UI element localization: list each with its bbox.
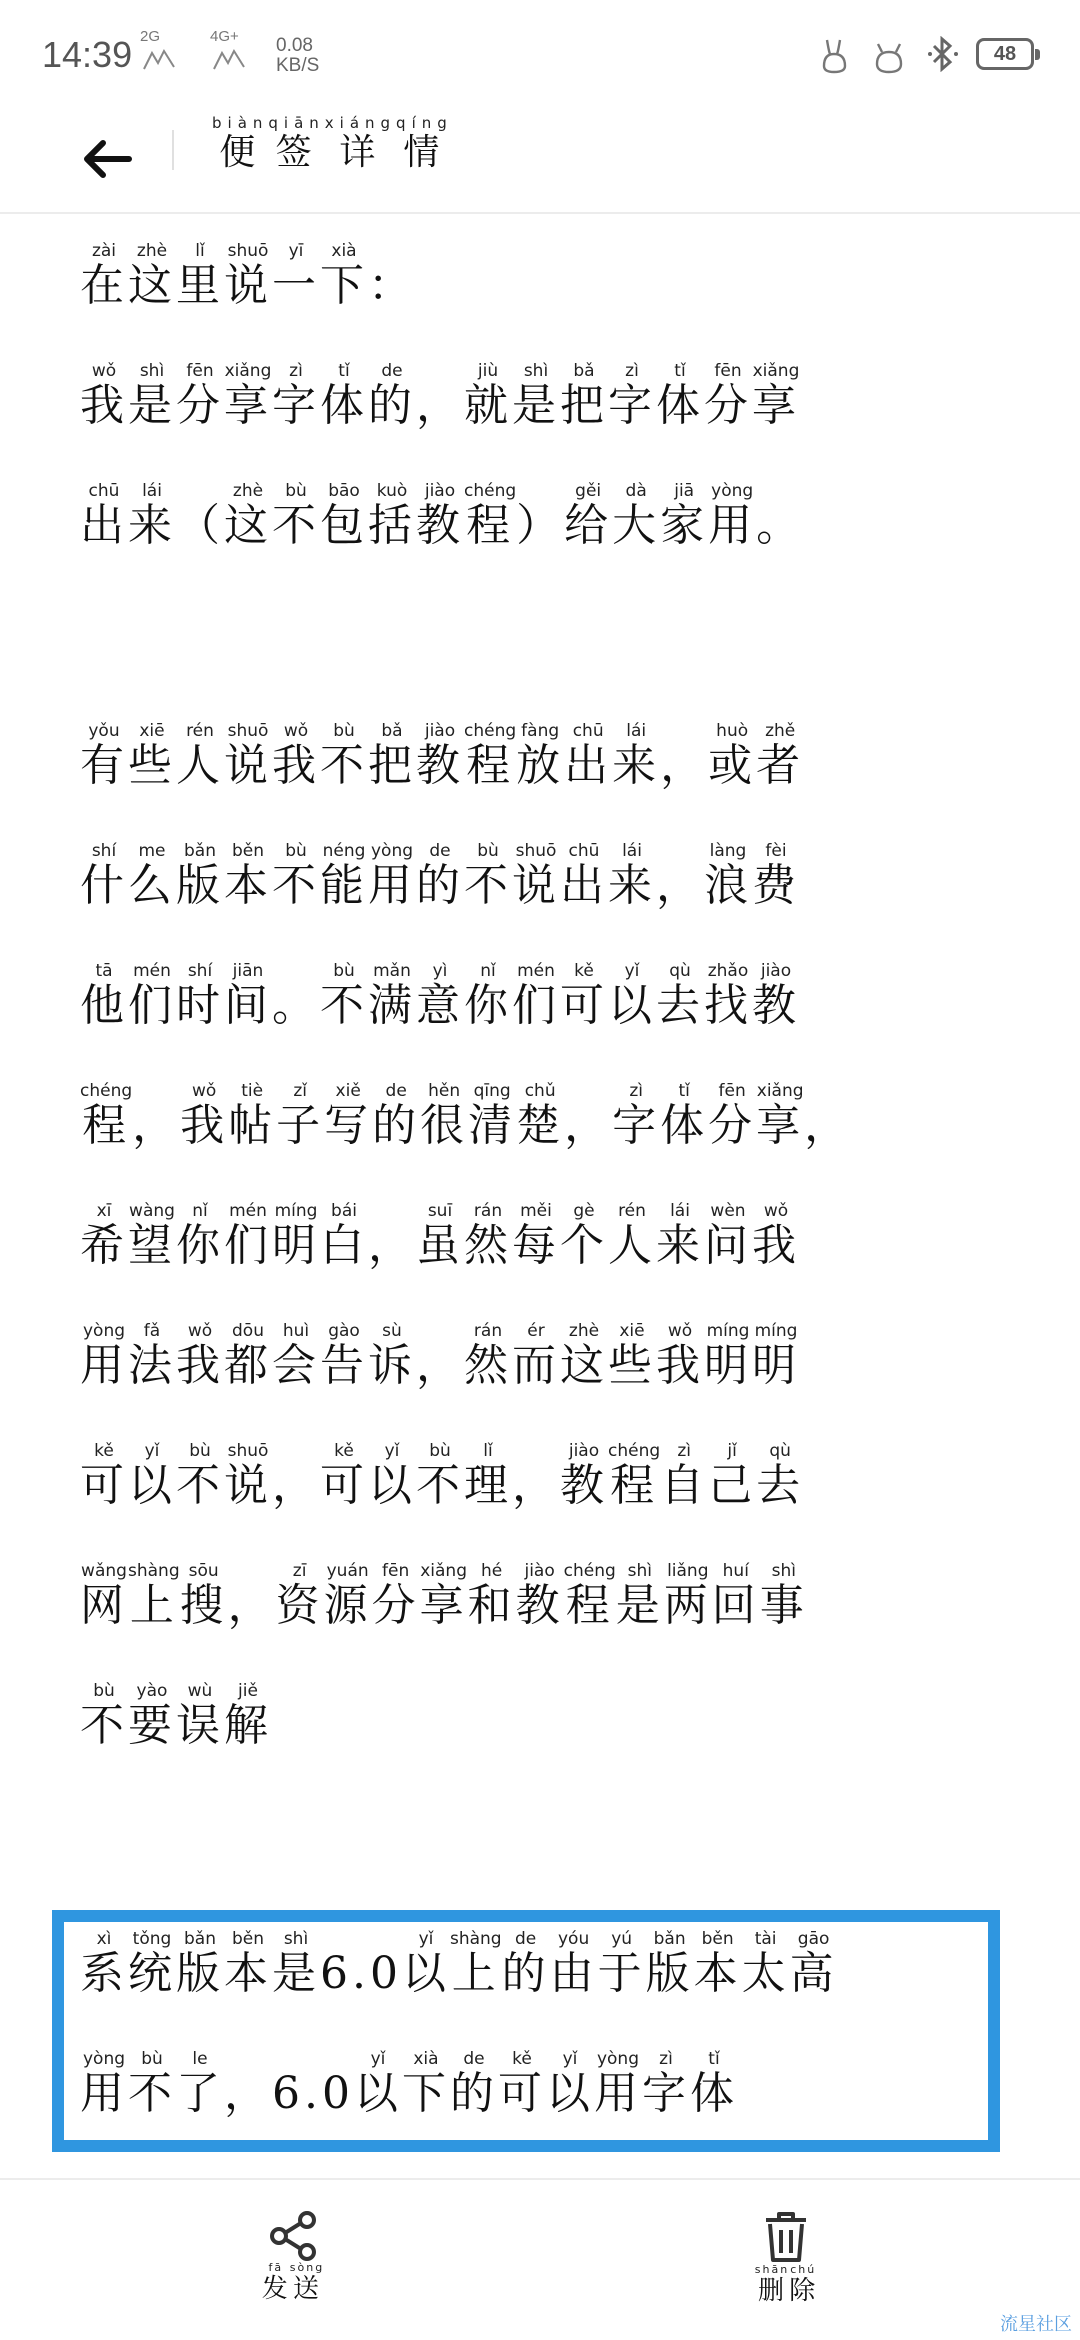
page-title	[212, 116, 453, 175]
ruby-char: ，	[416, 1340, 464, 1391]
text-line	[80, 2048, 990, 2168]
ruby-char: 己jǐ	[708, 1441, 757, 1511]
ruby-char: ）	[516, 500, 565, 551]
ruby-char: 你nǐ	[176, 1201, 224, 1271]
ruby-char: 由yóu	[549, 1929, 598, 1999]
ruby-char: 法fǎ	[128, 1321, 176, 1391]
text-line	[80, 1560, 1000, 1680]
ruby-char: 字zì	[612, 1081, 661, 1151]
ruby-char: 除chú	[789, 2263, 818, 2306]
ruby-char: 分fēn	[371, 1561, 420, 1631]
ruby-char: 里lǐ	[176, 241, 224, 311]
ruby-char: 说shuō	[512, 841, 560, 911]
ruby-char: 浪làng	[704, 841, 752, 911]
ruby-char: 这zhè	[224, 481, 272, 551]
ruby-char: 搜sōu	[179, 1561, 228, 1631]
ruby-char: 一yī	[272, 241, 320, 311]
ruby-char: 不bù	[80, 1681, 128, 1751]
ruby-char: 发fā	[261, 2261, 290, 2304]
blank-line	[80, 600, 1000, 720]
ruby-char: 体tǐ	[660, 1081, 709, 1151]
ruby-char: 回huí	[711, 1561, 760, 1631]
ruby-char: 去qù	[656, 961, 704, 1031]
text-line	[80, 840, 1000, 960]
ruby-char: 去qù	[756, 1441, 805, 1511]
ruby-char: 下xià	[320, 241, 368, 311]
ruby-char: 些xiē	[608, 1321, 656, 1391]
ruby-char: 白bái	[320, 1201, 368, 1271]
ruby-char: 是shì	[512, 361, 560, 431]
ruby-char: 不bù	[272, 481, 320, 551]
ruby-char: 我wǒ	[80, 361, 128, 431]
ruby-char: 我wǒ	[656, 1321, 704, 1391]
ruby-char: （	[176, 500, 224, 551]
ruby-char: 我wǒ	[272, 721, 320, 791]
ruby-char: 了le	[176, 2049, 224, 2119]
ruby-char: 字zì	[272, 361, 320, 431]
ruby-char: 这zhè	[128, 241, 176, 311]
ruby-char: 们mén	[224, 1201, 272, 1271]
ruby-char: 楚chǔ	[516, 1081, 565, 1151]
ruby-char: 什shí	[80, 841, 128, 911]
text-line	[80, 480, 1000, 600]
ruby-char: 这zhè	[560, 1321, 608, 1391]
ruby-char: 字zì	[608, 361, 656, 431]
ruby-char: 误wù	[176, 1681, 224, 1751]
ruby-char: 不bù	[176, 1441, 224, 1511]
ruby-char: 资zī	[275, 1561, 324, 1631]
ruby-char: 或huò	[708, 721, 757, 791]
ruby-char: 送sòng	[289, 2261, 325, 2304]
text-line	[80, 360, 1000, 480]
ruby-char: 明míng	[272, 1201, 320, 1271]
ruby-char: 享xiǎng	[756, 1081, 805, 1151]
ruby-char: 统tǒng	[128, 1929, 176, 1999]
ruby-char: 出chū	[80, 481, 128, 551]
ruby-char: 虽suī	[416, 1201, 464, 1271]
ruby-char: 教jiào	[752, 961, 800, 1031]
ruby-char: 我wǒ	[180, 1081, 229, 1151]
ruby-char: ，	[564, 1100, 613, 1151]
ruby-char: 版bǎn	[176, 1929, 224, 1999]
ruby-char: 体tǐ	[656, 361, 704, 431]
ruby-char: 教jiào	[560, 1441, 608, 1511]
ruby-char: 体tǐ	[689, 2049, 738, 2119]
text-line	[80, 1928, 990, 2048]
ruby-char: 而ér	[512, 1321, 560, 1391]
ruby-char: 他tā	[80, 961, 128, 1031]
ruby-char: 是shì	[128, 361, 176, 431]
ruby-char: 程chéng	[464, 721, 517, 791]
ruby-char: ，	[132, 1100, 181, 1151]
ruby-char: 不bù	[128, 2049, 176, 2119]
ruby-char: ，	[512, 1460, 560, 1511]
ruby-char: 望wàng	[128, 1201, 176, 1271]
ruby-char: 源yuán	[323, 1561, 372, 1631]
text-line	[726, 2264, 846, 2313]
ruby-char: 6.0	[320, 1948, 402, 1999]
ruby-char: 来lái	[656, 1201, 704, 1271]
ruby-char: 以yǐ	[368, 1441, 416, 1511]
ruby-char: 么me	[128, 841, 176, 911]
ruby-char: 出chū	[560, 841, 608, 911]
ruby-char: 用yòng	[80, 1321, 128, 1391]
ruby-char: 版bǎn	[645, 1929, 694, 1999]
ruby-char: 6.0	[272, 2068, 354, 2119]
ruby-char: 体tǐ	[320, 361, 368, 431]
ruby-char: 以yǐ	[353, 2049, 402, 2119]
ruby-char: 本běn	[224, 841, 272, 911]
text-line	[80, 1200, 1000, 1320]
ruby-char: 清qīng	[468, 1081, 517, 1151]
ruby-char: 包bāo	[320, 481, 368, 551]
ruby-char: 以yǐ	[401, 1929, 450, 1999]
trash-icon	[760, 2210, 812, 2264]
ruby-char: 上shàng	[128, 1561, 180, 1631]
ruby-char: 程chéng	[80, 1081, 133, 1151]
ruby-char: 告gào	[320, 1321, 368, 1391]
ruby-char: 用yòng	[593, 2049, 642, 2119]
ruby-char: 费fèi	[752, 841, 800, 911]
text-line	[80, 1320, 1000, 1440]
ruby-char: 教jiào	[515, 1561, 564, 1631]
ruby-char: 。	[272, 980, 320, 1031]
ruby-char: 然rán	[464, 1321, 512, 1391]
rabbit-icon	[818, 36, 852, 78]
ruby-char: 人rén	[176, 721, 224, 791]
net-4g-label: 4G+	[210, 28, 239, 45]
text-line	[80, 240, 1000, 360]
ruby-char: 把bǎ	[560, 361, 608, 431]
ruby-char: 意yì	[416, 961, 464, 1031]
ruby-char: 找zhǎo	[704, 961, 752, 1031]
ruby-char: 个gè	[560, 1201, 608, 1271]
text-line	[80, 720, 1000, 840]
ruby-char: 本běn	[224, 1929, 272, 1999]
ruby-char: 把bǎ	[368, 721, 416, 791]
signal-4g-icon	[210, 28, 250, 73]
ruby-char: 能néng	[320, 841, 368, 911]
ruby-char: ，	[224, 2068, 272, 2119]
ruby-char: 版bǎn	[176, 841, 224, 911]
ruby-char: 来lái	[612, 721, 661, 791]
ruby-char: 出chū	[564, 721, 613, 791]
send-button[interactable]	[233, 2210, 353, 2311]
ruby-char: 本běn	[693, 1929, 742, 1999]
ruby-char: 家jiā	[660, 481, 709, 551]
signal-2g-icon	[140, 28, 180, 73]
note-content	[80, 240, 1000, 1800]
ruby-char: 是shì	[615, 1561, 664, 1631]
ruby-char: 你nǐ	[464, 961, 512, 1031]
title-char: 详xiáng	[324, 114, 397, 173]
ruby-char: 用yòng	[80, 2049, 128, 2119]
ruby-char: 说shuō	[224, 1441, 272, 1511]
ruby-char: 大dà	[612, 481, 661, 551]
status-time: 14:39	[42, 34, 133, 75]
ruby-char: 不bù	[416, 1441, 464, 1511]
status-bar	[0, 0, 1080, 110]
ruby-char: 帖tiè	[228, 1081, 277, 1151]
ruby-char: 程chéng	[464, 481, 517, 551]
ruby-char: ：	[368, 260, 416, 311]
ruby-char: 来lái	[128, 481, 176, 551]
header-divider	[172, 130, 174, 170]
bottom-action-bar	[0, 2178, 1080, 2340]
delete-button[interactable]	[726, 2210, 846, 2313]
back-button[interactable]	[72, 124, 142, 194]
ruby-char: 可kě	[80, 1441, 128, 1511]
ruby-char: 时shí	[176, 961, 224, 1031]
ruby-char: 分fēn	[176, 361, 224, 431]
arrow-left-icon	[81, 139, 133, 179]
network-speed-value: 0.08	[276, 35, 313, 56]
ruby-char: 子zǐ	[276, 1081, 325, 1151]
ruby-char: 可kě	[560, 961, 608, 1031]
ruby-char: 删shān	[754, 2263, 790, 2306]
ruby-char: 间jiān	[224, 961, 272, 1031]
ruby-char: 放fàng	[516, 721, 565, 791]
highlight-text	[80, 1928, 990, 2168]
ruby-char: 然rán	[464, 1201, 512, 1271]
ruby-char: 来lái	[608, 841, 656, 911]
ruby-char: 我wǒ	[176, 1321, 224, 1391]
ruby-char: 的de	[501, 1929, 550, 1999]
ruby-char: 希xī	[80, 1201, 128, 1271]
ruby-char: 享xiǎng	[419, 1561, 468, 1631]
ruby-char: 不bù	[320, 721, 368, 791]
ruby-char: 以yǐ	[545, 2049, 594, 2119]
ruby-char: 都dōu	[224, 1321, 272, 1391]
ruby-char: 在zài	[80, 241, 128, 311]
ruby-char: 教jiào	[416, 721, 464, 791]
ruby-char: 问wèn	[704, 1201, 752, 1271]
ruby-char: 程chéng	[608, 1441, 661, 1511]
ruby-char: 事shì	[759, 1561, 808, 1631]
ruby-char: 括kuò	[368, 481, 416, 551]
ruby-char: 自zì	[660, 1441, 709, 1511]
ruby-char: ，	[804, 1100, 853, 1151]
bluetooth-icon	[928, 36, 962, 76]
ruby-char: ，	[227, 1580, 276, 1631]
ruby-char: 说shuō	[224, 241, 272, 311]
ruby-char: 两liǎng	[663, 1561, 712, 1631]
ruby-char: 就jiù	[464, 361, 512, 431]
ruby-char: 教jiào	[416, 481, 464, 551]
ruby-char: 用yòng	[708, 481, 757, 551]
ruby-char: 享xiǎng	[224, 361, 272, 431]
ruby-char: 字zì	[641, 2049, 690, 2119]
ruby-char: 享xiǎng	[752, 361, 800, 431]
ruby-char: 分fēn	[708, 1081, 757, 1151]
ruby-char: 明míng	[752, 1321, 800, 1391]
network-speed-unit: KB/S	[276, 55, 320, 76]
text-line	[80, 1680, 1000, 1800]
ruby-char: 。	[756, 500, 805, 551]
ruby-char: 不bù	[464, 841, 512, 911]
ruby-char: 系xì	[80, 1929, 128, 1999]
ruby-char: ，	[368, 1220, 416, 1271]
ruby-char: 不bù	[272, 841, 320, 911]
ruby-char: ，	[660, 740, 709, 791]
title-char: 情qíng	[396, 114, 453, 173]
ruby-char: 者zhě	[756, 721, 805, 791]
ruby-char: 下xià	[401, 2049, 450, 2119]
ruby-char: 上shàng	[449, 1929, 502, 1999]
ruby-char: 满mǎn	[368, 961, 416, 1031]
text-line	[80, 960, 1000, 1080]
header	[0, 110, 1080, 214]
ruby-char: 于yú	[597, 1929, 646, 1999]
ruby-char: 有yǒu	[80, 721, 128, 791]
ruby-char: ，	[656, 860, 704, 911]
ruby-char: 些xiē	[128, 721, 176, 791]
ruby-char: 说shuō	[224, 721, 272, 791]
ruby-char: 的de	[372, 1081, 421, 1151]
ruby-char: 理lǐ	[464, 1441, 512, 1511]
ruby-char: 我wǒ	[752, 1201, 800, 1271]
ruby-char: 太tài	[741, 1929, 790, 1999]
ruby-char: 不bù	[320, 961, 368, 1031]
ruby-char: 的de	[449, 2049, 498, 2119]
watermark: 流星社区	[1000, 2314, 1072, 2335]
ruby-char: 解jiě	[224, 1681, 272, 1751]
ruby-char: 很hěn	[420, 1081, 469, 1151]
ruby-char: 诉sù	[368, 1321, 416, 1391]
ruby-char: 可kě	[497, 2049, 546, 2119]
ruby-char: 们mén	[512, 961, 560, 1031]
ruby-char: 们mén	[128, 961, 176, 1031]
ruby-char: ，	[416, 380, 464, 431]
battery-indicator: 48	[976, 38, 1034, 70]
ruby-char: 和hé	[467, 1561, 516, 1631]
text-line	[80, 1080, 1000, 1200]
share-icon	[267, 2210, 319, 2262]
ruby-char: 人rén	[608, 1201, 656, 1271]
ruby-char: 明míng	[704, 1321, 752, 1391]
delete-label	[726, 2264, 846, 2313]
ruby-char: 分fēn	[704, 361, 752, 431]
network-speed	[276, 36, 319, 76]
ruby-char: 的de	[368, 361, 416, 431]
title-char: 签qiān	[268, 114, 325, 173]
send-label	[233, 2262, 353, 2311]
title-char: 便biàn	[212, 114, 269, 173]
text-line	[80, 1440, 1000, 1560]
ruby-char: 写xiě	[324, 1081, 373, 1151]
ruby-char: 的de	[416, 841, 464, 911]
ruby-char: 程chéng	[563, 1561, 616, 1631]
ruby-char: 给gěi	[564, 481, 613, 551]
ruby-char: 网wǎng	[80, 1561, 128, 1631]
ruby-char: ，	[272, 1460, 320, 1511]
ruby-char: 每měi	[512, 1201, 560, 1271]
ruby-char: 要yào	[128, 1681, 176, 1751]
ruby-char: 可kě	[320, 1441, 368, 1511]
cat-icon	[872, 36, 906, 78]
ruby-char: 会huì	[272, 1321, 320, 1391]
text-line	[233, 2262, 353, 2311]
net-2g-label: 2G	[140, 28, 161, 45]
ruby-char: 用yòng	[368, 841, 416, 911]
ruby-char: 是shì	[272, 1929, 320, 1999]
ruby-char: 以yǐ	[608, 961, 656, 1031]
ruby-char: 以yǐ	[128, 1441, 176, 1511]
ruby-char: 高gāo	[789, 1929, 838, 1999]
